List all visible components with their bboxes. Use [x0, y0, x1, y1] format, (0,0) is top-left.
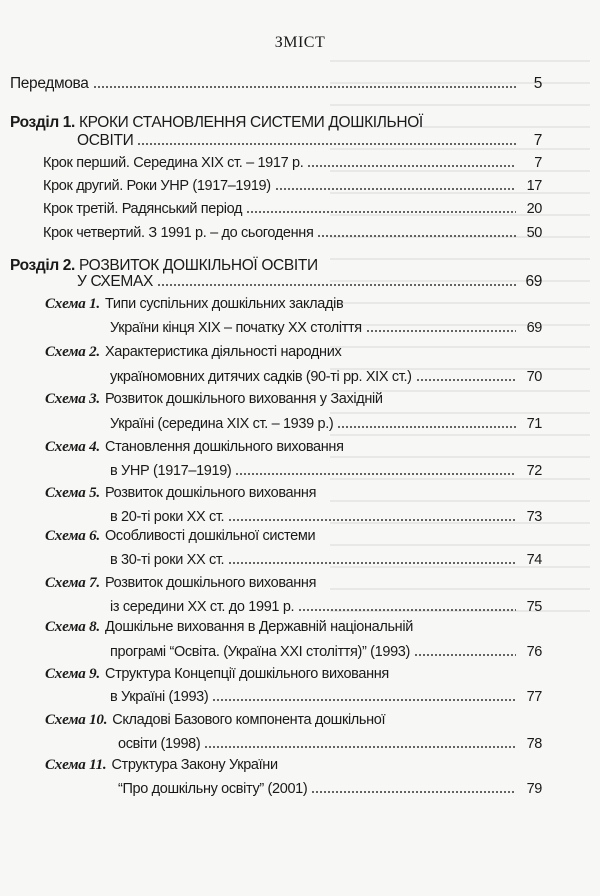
entry-text: Структура Концепції дошкільного виховання	[104, 666, 389, 682]
dot-leader	[317, 234, 516, 238]
entry-text: Типи суспільних дошкільних закладів	[104, 296, 344, 312]
scheme-6-title	[45, 526, 315, 546]
scheme-5-title	[45, 483, 316, 503]
scheme-7-title	[45, 573, 316, 593]
page-title: ЗМІСТ	[274, 34, 326, 51]
page-number: 7	[533, 132, 542, 149]
entry-text: в УНР (1917–1919)	[110, 463, 232, 479]
page-number: 70	[526, 369, 542, 385]
entry-text: Розвиток дошкільного виховання	[104, 485, 317, 501]
dot-leader	[228, 518, 516, 522]
entry-text: У СХЕМАХ	[77, 273, 153, 290]
page-number: 78	[526, 736, 542, 752]
toc-entry-scheme-2[interactable]	[110, 367, 542, 387]
dot-leader	[298, 608, 516, 612]
entry-text: “Про дошкільну освіту” (2001)	[118, 781, 308, 797]
scheme-label: Схема 10.	[45, 712, 108, 728]
entry-text: Структура Закону України	[111, 757, 278, 773]
entry-text: Україні (середина XIX ст. – 1939 р.)	[110, 416, 334, 432]
scheme-label: Схема 1.	[45, 296, 100, 312]
page-number: 71	[526, 416, 542, 432]
entry-text: в Україні (1993)	[110, 689, 209, 705]
entry-text: Дошкільне виховання в Державній національній	[104, 619, 413, 635]
dot-leader	[228, 561, 516, 565]
entry-text: програмі “Освіта. (Україна XXI століття)” (1993)	[110, 644, 410, 660]
entry-text: Складові Базового компонента дошкільної	[112, 712, 386, 728]
page-number: 76	[526, 644, 542, 660]
scheme-1-title	[45, 294, 343, 314]
scheme-label: Схема 4.	[45, 439, 100, 455]
page-number: 69	[525, 273, 542, 290]
page-number: 73	[526, 509, 542, 525]
scheme-3-title	[45, 389, 383, 409]
dot-leader	[246, 210, 516, 214]
entry-text: Крок перший. Середина XIX ст. – 1917 р.	[43, 155, 304, 171]
toc-entry-scheme-6[interactable]	[110, 550, 542, 570]
dot-leader	[212, 698, 516, 702]
dot-leader	[275, 187, 516, 191]
dot-leader	[366, 329, 516, 333]
toc-entry-scheme-4[interactable]	[110, 461, 542, 481]
entry-text: України кінця XIX – початку XX століття	[110, 320, 362, 336]
dot-leader	[235, 472, 516, 476]
entry-text: із середини XX ст. до 1991 р.	[110, 599, 295, 615]
page-number: 74	[526, 552, 542, 568]
entry-text: освіти (1998)	[118, 736, 201, 752]
entry-text: Особливості дошкільної системи	[104, 528, 316, 544]
toc-entry-scheme-1[interactable]	[110, 318, 542, 338]
toc-entry-section-1[interactable]	[77, 131, 542, 151]
entry-text: в 30-ті роки XX ст.	[110, 552, 225, 568]
entry-text: Розвиток дошкільного виховання	[104, 575, 317, 591]
section-1-heading	[10, 113, 423, 133]
toc-entry-step-1[interactable]	[43, 153, 542, 173]
entry-text: Становлення дошкільного виховання	[104, 439, 344, 455]
scheme-label: Схема 11.	[45, 757, 107, 773]
scheme-4-title	[45, 437, 344, 457]
entry-text: в 20-ті роки XX ст.	[110, 509, 225, 525]
scheme-10-title	[45, 710, 385, 730]
toc-entry-step-3[interactable]	[43, 199, 542, 219]
entry-text: Розвиток дошкільного виховання у Західній	[104, 391, 383, 407]
dot-leader	[414, 653, 516, 657]
toc-entry-scheme-8[interactable]	[110, 642, 542, 662]
toc-entry-scheme-9[interactable]	[110, 687, 542, 707]
dot-leader	[416, 378, 516, 382]
toc-entry-scheme-5[interactable]	[110, 507, 542, 527]
dot-leader	[204, 745, 516, 749]
scheme-9-title	[45, 664, 389, 684]
page-number: 20	[526, 201, 542, 217]
dot-leader	[307, 164, 516, 168]
toc-entry-scheme-11[interactable]	[118, 779, 542, 799]
toc-entry-scheme-10[interactable]	[118, 734, 542, 754]
toc-entry-preface[interactable]	[10, 74, 542, 94]
toc-entry-step-4[interactable]	[43, 223, 542, 243]
entry-text: україномовних дитячих садків (90-ті рр. XIX ст.)	[110, 369, 412, 385]
page-number: 7	[534, 155, 542, 171]
section-title: КРОКИ СТАНОВЛЕННЯ СИСТЕМИ ДОШКІЛЬНОЇ	[78, 114, 423, 131]
toc-entry-section-2[interactable]	[77, 272, 542, 292]
page-number: 69	[526, 320, 542, 336]
scheme-label: Схема 8.	[45, 619, 100, 635]
scheme-label: Схема 9.	[45, 666, 100, 682]
section-label: Розділ 1.	[10, 114, 75, 131]
dot-leader	[93, 85, 516, 89]
scheme-label: Схема 3.	[45, 391, 100, 407]
page-number: 50	[526, 225, 542, 241]
dot-leader	[137, 142, 516, 146]
page-number: 17	[526, 178, 542, 194]
page-number: 5	[533, 75, 542, 92]
scheme-label: Схема 5.	[45, 485, 100, 501]
scheme-2-title	[45, 342, 341, 362]
page-number: 79	[526, 781, 542, 797]
section-title: РОЗВИТОК ДОШКІЛЬНОЇ ОСВІТИ	[78, 257, 318, 274]
entry-text: Передмова	[10, 75, 89, 92]
entry-text: Характеристика діяльності народних	[104, 344, 342, 360]
entry-text: ОСВІТИ	[77, 132, 134, 149]
dot-leader	[157, 283, 516, 287]
toc-entry-scheme-7[interactable]	[110, 597, 542, 617]
scheme-label: Схема 7.	[45, 575, 100, 591]
dot-leader	[311, 790, 516, 794]
page-number: 75	[526, 599, 542, 615]
entry-text: Крок четвертий. З 1991 р. – до сьогодення	[43, 225, 314, 241]
toc-entry-step-2[interactable]	[43, 176, 542, 196]
entry-text: Крок другий. Роки УНР (1917–1919)	[43, 178, 271, 194]
page-number: 72	[526, 463, 542, 479]
section-label: Розділ 2.	[10, 257, 75, 274]
scheme-11-title	[45, 755, 278, 775]
page-number: 77	[526, 689, 542, 705]
scheme-label: Схема 6.	[45, 528, 100, 544]
scheme-8-title	[45, 617, 413, 637]
scheme-label: Схема 2.	[45, 344, 100, 360]
toc-entry-scheme-3[interactable]	[110, 414, 542, 434]
entry-text: Крок третій. Радянський період	[43, 201, 243, 217]
dot-leader	[337, 425, 516, 429]
